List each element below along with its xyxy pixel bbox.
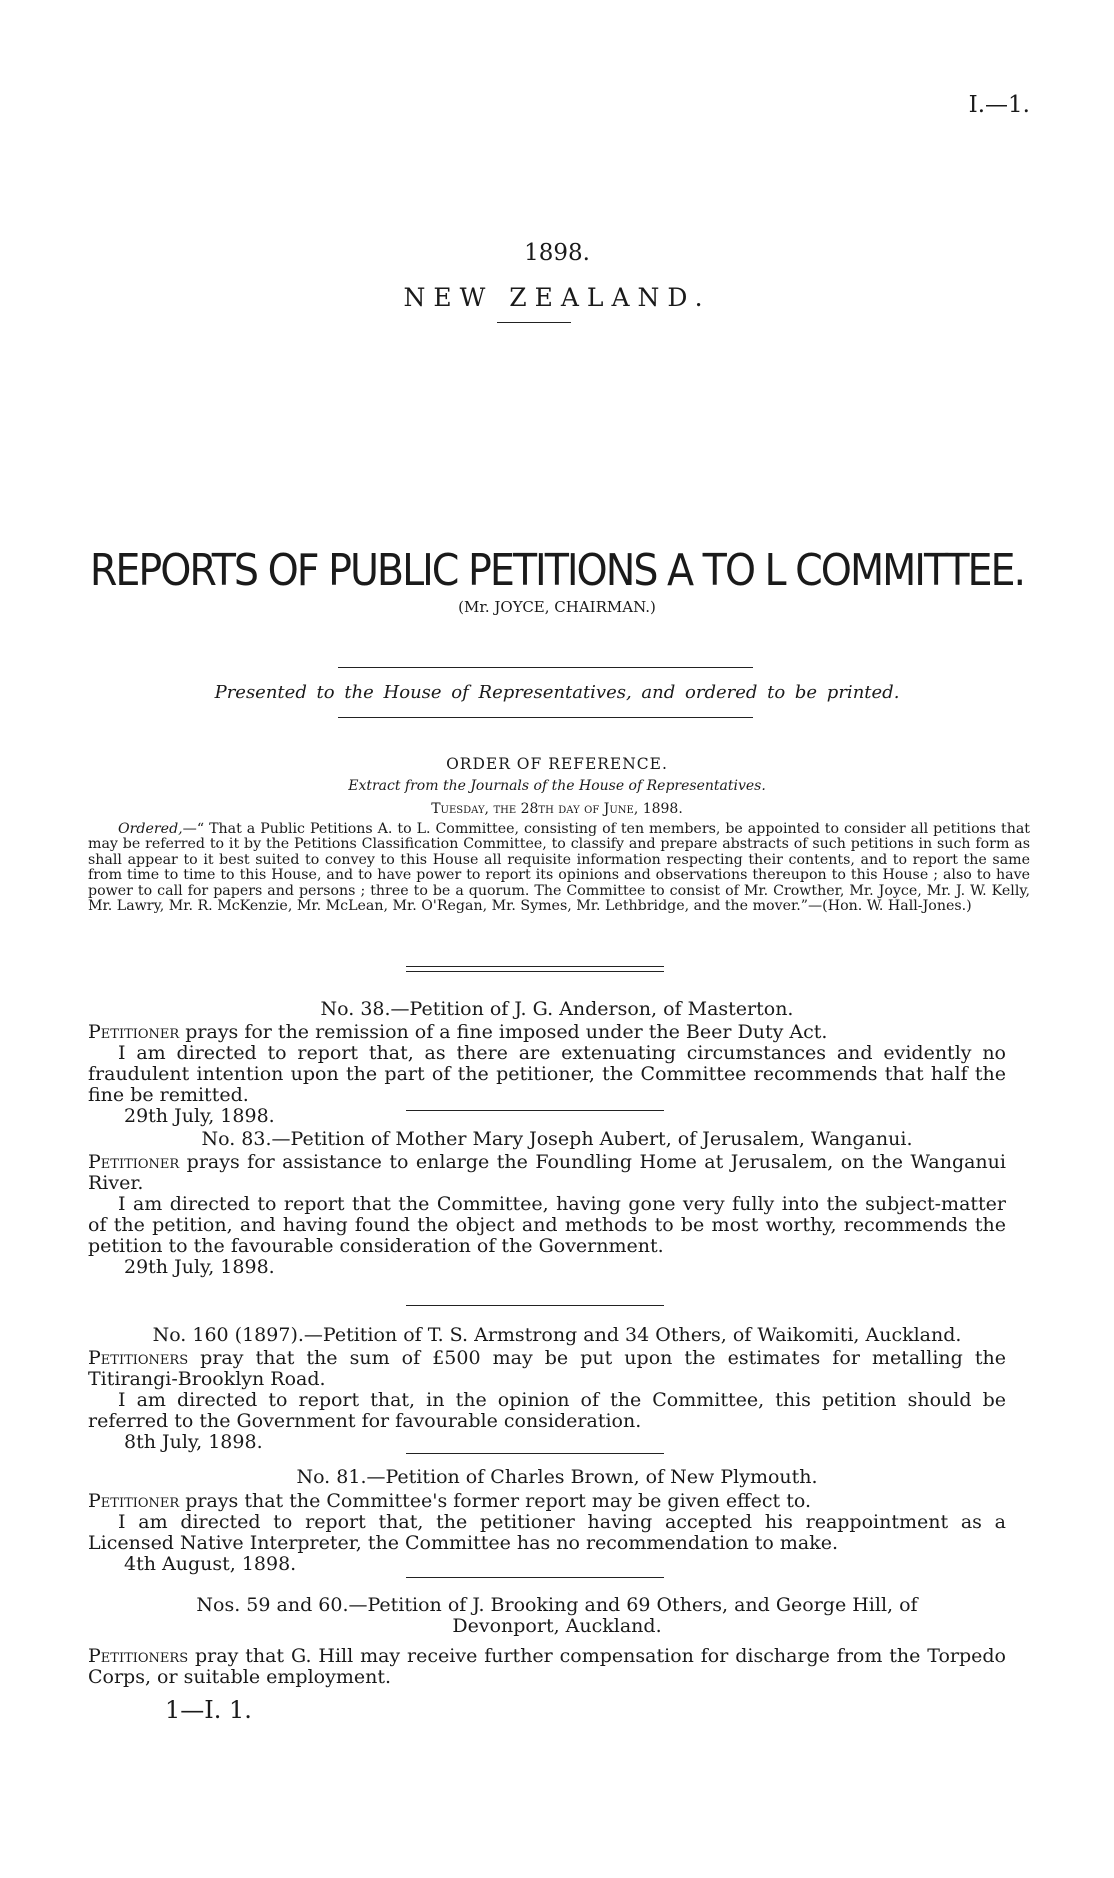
prayer-text: pray that the sum of £500 may be put upon the estimates for metalling the Titirangi-Brooklyn Road. [88, 1347, 1006, 1390]
year: 1898. [524, 240, 590, 266]
prayer-text: prays for assistance to enlarge the Foundling Home at Jerusalem, on the Wanganui River. [88, 1151, 1006, 1194]
divider [406, 1110, 664, 1111]
report-date: 29th July, 1898. [124, 1256, 275, 1278]
ordered-label: Ordered, [118, 821, 183, 837]
petition-heading: No. 160 (1897).—Petition of T. S. Armstrong and 34 Others, of Waikomiti, Auckland. [152, 1324, 962, 1346]
presented-note: Presented to the House of Representatives, and ordered to be printed. [214, 682, 900, 703]
petition-body [88, 1646, 1006, 1688]
report-text: I am directed to report that, the petitioner having accepted his reappointment as a Licensed Native Interpreter, the Committee has no recommendation to make. [88, 1511, 1006, 1554]
petition-body [88, 1348, 1006, 1453]
prayer-label: Petitioner [88, 1151, 180, 1173]
divider [338, 717, 753, 718]
double-rule [406, 966, 664, 967]
chairman: (Mr. JOYCE, CHAIRMAN.) [458, 598, 656, 616]
report-date: 8th July, 1898. [124, 1431, 263, 1453]
double-rule [406, 971, 664, 972]
order-text [88, 822, 1030, 914]
prayer-text: prays that the Committee's former report may be given effect to. [179, 1490, 811, 1512]
prayer-text: pray that G. Hill may receive further compensation for discharge from the Torpedo Corps, or suitable employment. [88, 1645, 1006, 1688]
divider [406, 1453, 664, 1454]
divider [338, 667, 753, 668]
prayer-label: Petitioners [88, 1645, 189, 1667]
order-date: Tuesday, the 28th day of June, 1898. [431, 801, 683, 817]
main-title: REPORTS OF PUBLIC PETITIONS A TO L COMMITTEE. [89, 545, 1025, 596]
petition-body [88, 1491, 1006, 1575]
prayer-text: prays for the remission of a fine imposed under the Beer Duty Act. [179, 1021, 828, 1043]
report-text: I am directed to report that, as there are extenuating circumstances and evidently no fraudulent intention upon the part of the petitioner, the Committee recommends that half the fine be remitted. [88, 1042, 1006, 1106]
report-date: 29th July, 1898. [124, 1105, 275, 1127]
petition-heading: No. 81.—Petition of Charles Brown, of New Plymouth. [296, 1466, 818, 1488]
divider [406, 1305, 664, 1306]
order-heading: ORDER OF REFERENCE. [446, 755, 668, 773]
petition-heading: Nos. 59 and 60.—Petition of J. Brooking and 69 Others, and George Hill, of Devonport, Auckland. [196, 1594, 918, 1637]
prayer-label: Petitioner [88, 1021, 180, 1043]
report-text: I am directed to report that, in the opinion of the Committee, this petition should be referred to the Government for favourable consideration. [88, 1389, 1006, 1432]
petition-heading: No. 38.—Petition of J. G. Anderson, of Masterton. [320, 998, 794, 1020]
prayer-label: Petitioner [88, 1490, 180, 1512]
order-body: —“ That a Public Petitions A. to L. Committee, consisting of ten members, be appointed to consider all petitions that may be referred to it by the Petitions Classification Committee, to classify and prepare abstracts of such petitions in such form as shall appear to it best suited to convey to this House all requisite information respecting their contents, and to report the same from time to time to this House, and to have power to report its opinions and observations thereupon to this House ; also to have power to call for papers and persons ; three to be a quorum. The Committee to consist of Mr. Crowther, Mr. Joyce, Mr. J. W. Kelly, Mr. Lawry, Mr. R. McKenzie, Mr. McLean, Mr. O'Regan, Mr. Symes, Mr. Lethbridge, and the mover.”—(Hon. W. Hall-Jones.) [88, 821, 1030, 915]
report-date: 4th August, 1898. [124, 1553, 297, 1575]
report-text: I am directed to report that the Committee, having gone very fully into the subject-matter of the petition, and having found the object and methods to be most worthy, recommends the petition to the favourable consideration of the Government. [88, 1193, 1006, 1257]
petition-heading: No. 83.—Petition of Mother Mary Joseph Aubert, of Jerusalem, Wanganui. [201, 1128, 913, 1150]
prayer-label: Petitioners [88, 1347, 189, 1369]
petition-body [88, 1152, 1006, 1278]
order-extract: Extract from the Journals of the House of Representatives. [348, 778, 766, 794]
country: NEW ZEALAND. [403, 283, 711, 312]
signature-mark: 1—I. 1. [165, 1696, 252, 1724]
petition-body [88, 1022, 1006, 1127]
page-reference: I.—1. [968, 92, 1030, 118]
divider [406, 1577, 664, 1578]
divider [497, 322, 571, 323]
